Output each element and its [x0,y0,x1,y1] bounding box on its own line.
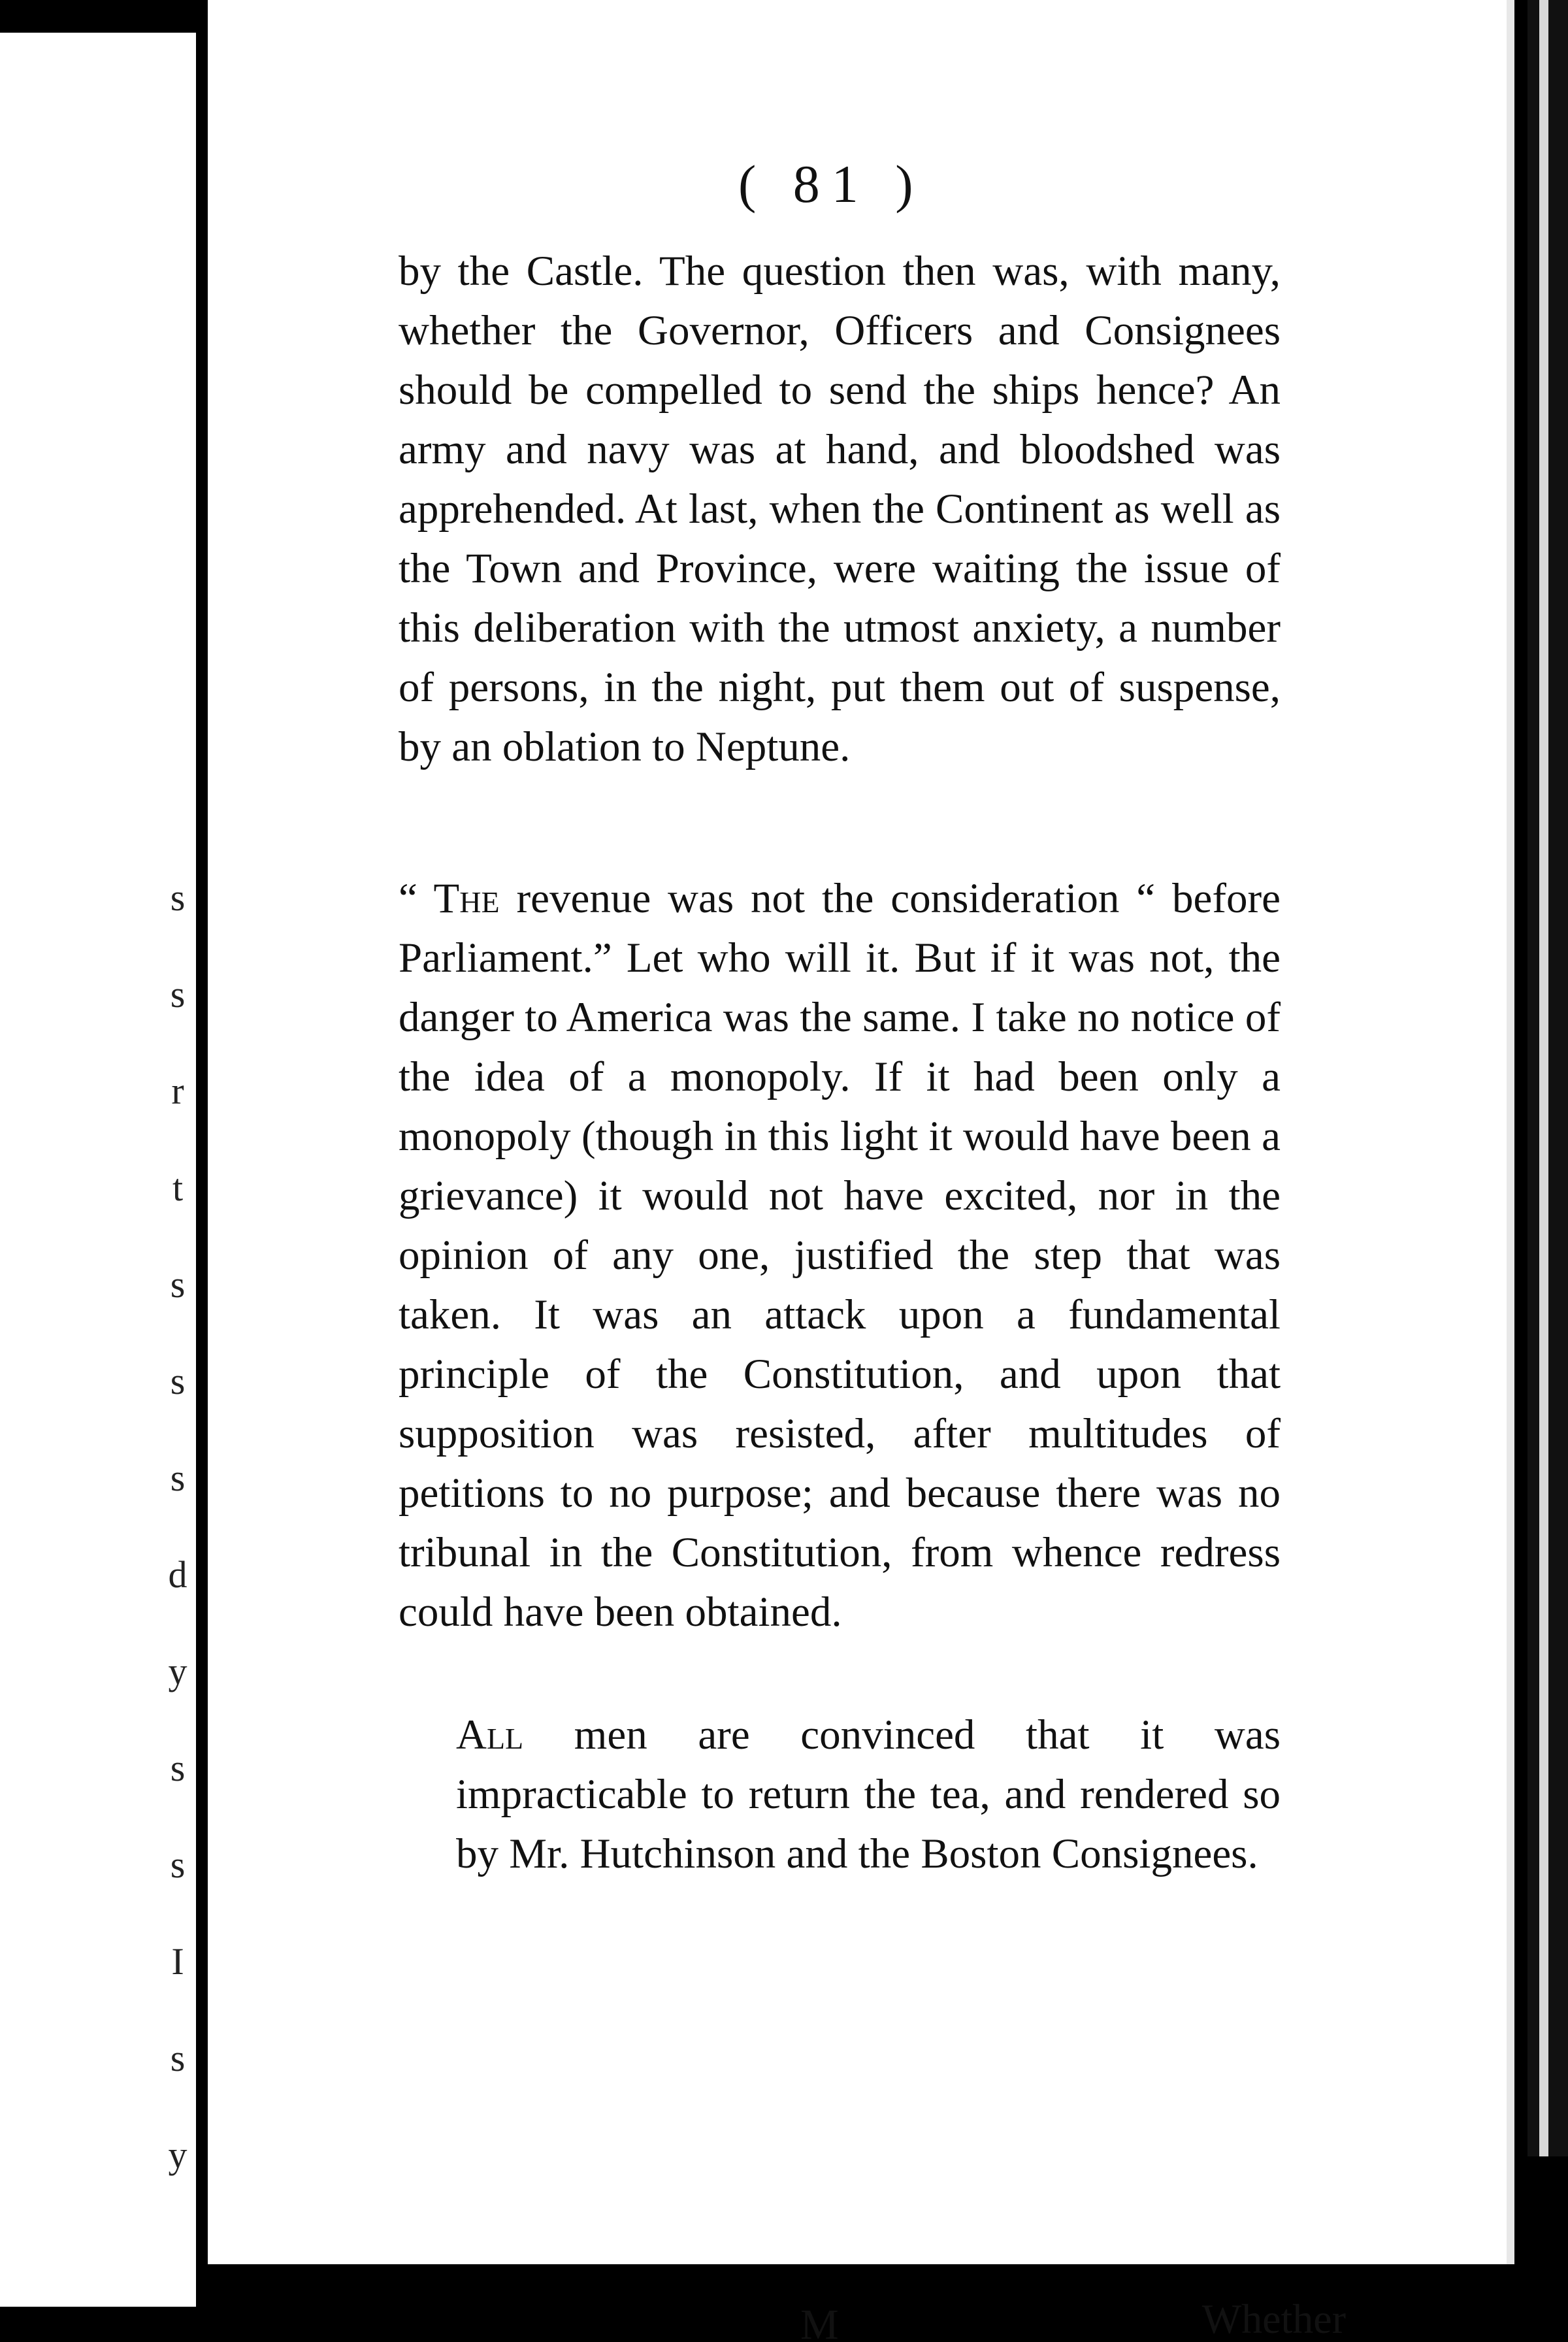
page-edge-strip [1527,0,1568,2156]
paragraph-text: by the Castle. The question then was, with many, whether the Governor, Officers and Consignees should be compelled to send the ships hence? An army and navy was at hand, and bloodshed was apprehended. At last, when the Continent as well as the Town and Province, were waiting the issue of this deliberation with the utmost anxiety, a number of persons, in the night, put them out of suspense, by an oblation to Neptune. [399,248,1281,770]
gutter-letter: s [170,1360,186,1402]
paragraph-text: men are convinced that it was impracticable to return the tea, and rendered so by Mr. Hutchinson and the Boston Consignees. [456,1711,1281,1877]
gutter-letter: y [168,1650,188,1692]
paragraph-1 [399,242,1281,777]
gutter-letter: s [170,2037,186,2079]
gutter-letter: s [170,1457,186,1499]
page-edge-bar [1539,0,1548,2156]
gutter-letter: s [170,876,186,919]
paragraph-3 [399,1706,1281,1884]
paragraph-lead: “ The [399,875,500,922]
gutter-letter: I [171,1940,184,1983]
paragraph-lead: All [456,1711,524,1758]
gutter-letter: d [168,1553,188,1596]
catchword: Whether [1201,2296,1346,2342]
gutter-letter: s [170,973,186,1015]
gutter-letter: s [170,1747,186,1789]
gutter-letter: s [170,1843,186,1886]
gutter-letter: y [168,2134,188,2176]
paragraph-text: revenue was not the consideration “ before Parliament.” Let who will it. But if it was not, the danger to America was the same. I take no notice of the idea of a monopoly. If it had been only a monopoly (though in this light it would have been a grievance) it would not have excited, nor in the opinion of any one, justified the step that was taken. It was an attack upon a fundamental principle of the Constitution, and upon that supposition was resisted, after multitudes of petitions to no purpose; and because there was no tribunal in the Constitution, from whence redress could have been obtained. [399,875,1281,1636]
gutter-letter: s [170,1263,186,1306]
gutter-letter: r [171,1070,184,1112]
signature-mark: M [800,2301,839,2342]
paragraph-2 [399,869,1281,1642]
facing-page-letters [165,849,191,2203]
gutter-letter: t [172,1166,184,1209]
page-number: ( 81 ) [738,154,925,214]
